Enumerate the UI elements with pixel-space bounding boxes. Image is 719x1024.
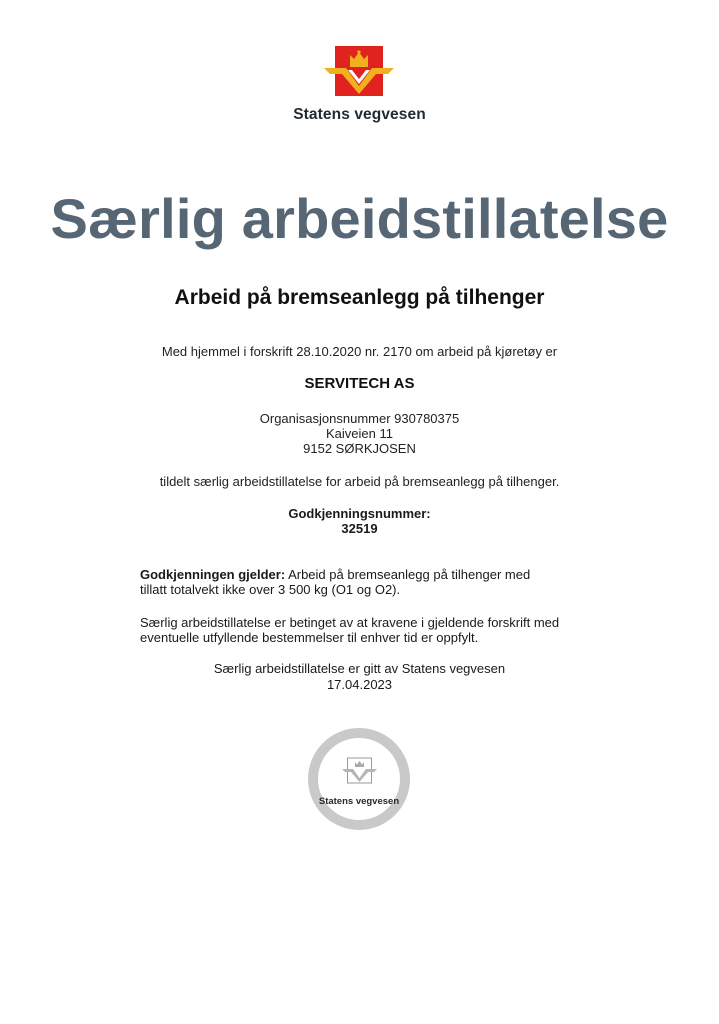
statens-vegvesen-crown-logo-icon xyxy=(324,46,394,96)
holder-org-number: Organisasjonsnummer 930780375 xyxy=(259,411,460,426)
document-subtitle: Arbeid på bremseanlegg på tilhenger xyxy=(174,286,545,309)
issued-date: 17.04.2023 xyxy=(326,677,393,692)
brand-name: Statens vegvesen xyxy=(293,106,426,123)
issued-by-text: Særlig arbeidstillatelse er gitt av Statens vegvesen xyxy=(213,661,506,676)
stamp-brand-name: Statens vegvesen xyxy=(318,796,400,807)
condition-line-2: eventuelle utfyllende bestemmelser til enhver tid er oppfylt. xyxy=(140,630,479,645)
approval-number-label: Godkjenningsnummer: xyxy=(288,506,431,521)
holder-address-block xyxy=(0,411,719,456)
scope-line-1: Arbeid på bremseanlegg på tilhenger med xyxy=(285,567,531,582)
issued-block xyxy=(0,661,719,693)
scope-paragraph xyxy=(140,567,590,597)
holder-name: SERVITECH AS xyxy=(304,375,415,392)
granted-text: tildelt særlig arbeidstillatelse for arbeid på bremseanlegg på tilhenger. xyxy=(159,474,560,489)
document-title: Særlig arbeidstillatelse xyxy=(50,187,669,250)
approval-number-block xyxy=(0,506,719,536)
scope-line-2: tillatt totalvekt ikke over 3 500 kg (O1 og O2). xyxy=(140,582,401,597)
legal-basis-text: Med hjemmel i forskrift 28.10.2020 nr. 2170 om arbeid på kjøretøy er xyxy=(161,344,558,359)
approval-number-value: 32519 xyxy=(341,521,378,536)
stamp-arc-text: GODKJENT AV xyxy=(320,735,398,765)
condition-line-1: Særlig arbeidstillatelse er betinget av at kravene i gjeldende forskrift med xyxy=(140,615,560,630)
condition-paragraph xyxy=(140,615,590,645)
godkjent-av-stamp-icon xyxy=(306,726,412,832)
holder-postal-line: 9152 SØRKJOSEN xyxy=(303,441,416,456)
holder-street: Kaiveien 11 xyxy=(326,426,393,441)
scope-label: Godkjenningen gjelder: xyxy=(140,567,286,582)
